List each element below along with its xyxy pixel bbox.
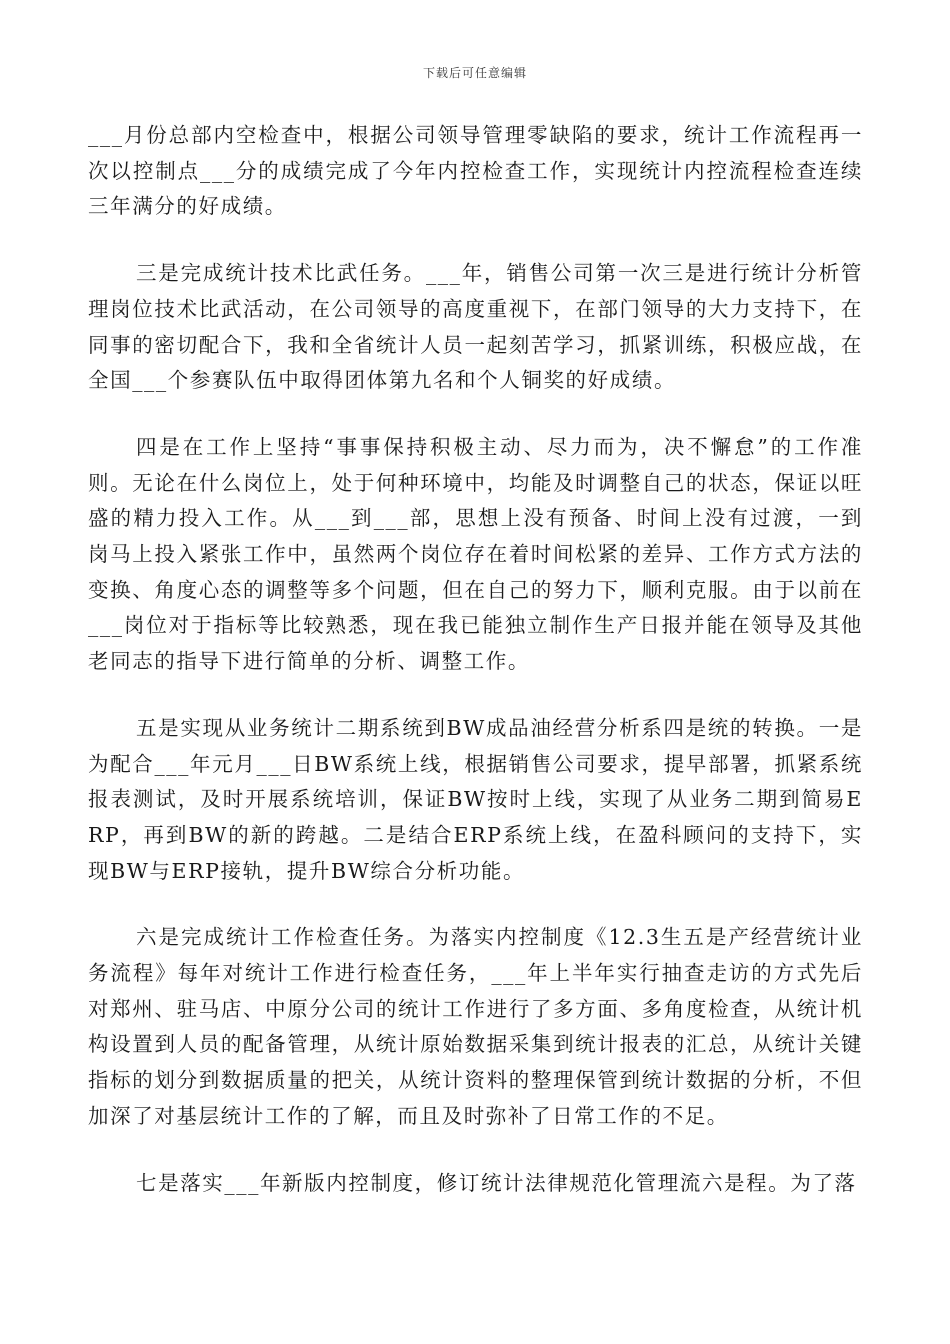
paragraph-6: 七是落实___年新版内控制度，修订统计法律规范化管理流六是程。为了落: [136, 1170, 857, 1195]
paragraph-4: 五是实现从业务统计二期系统到BW成品油经营分析系四是统的转换。一是为配合___年元月___日BW系统上线，根据销售公司要求，提早部署，抓紧系统报表测试，及时开展系统培训，保证BW按时上线，实现了从业务二期到简易ERP，再到BW的新的跨越。二是结合ERP系统上线，在盈科顾问的支持下，实现BW与ERP接轨，提升BW综合分析功能。: [88, 715, 863, 883]
page-header: 下载后可任意编辑: [422, 66, 527, 80]
paragraph-5: 六是完成统计工作检查任务。为落实内控制度《12.3生五是产经营统计业务流程》每年对统计工作进行检查任务，___年上半年实行抽查走访的方式先后对郑州、驻马店、中原分公司的统计工作进行了多方面、多角度检查，从统计机构设置到人员的配备管理，从统计原始数据采集到统计报表的汇总，从统计关键指标的划分到数据质量的把关，从统计资料的整理保管到统计数据的分析，不但加深了对基层统计工作的了解，而且及时弥补了日常工作的不足。: [88, 925, 863, 1128]
paragraph-1: ___月份总部内空检查中，根据公司领导管理零缺陷的要求，统计工作流程再一次以控制点___分的成绩完成了今年内控检查工作，实现统计内控流程检查连续三年满分的好成绩。: [88, 123, 863, 219]
paragraph-2: 三是完成统计技术比武任务。___年，销售公司第一次三是进行统计分析管理岗位技术比武活动，在公司领导的高度重视下，在部门领导的大力支持下，在同事的密切配合下，我和全省统计人员一起刻苦学习，抓紧训练，积极应战，在全国___个参赛队伍中取得团体第九名和个人铜奖的好成绩。: [88, 261, 863, 393]
document-body: [88, 118, 863, 1232]
paragraph-3: 四是在工作上坚持“事事保持积极主动、尽力而为，决不懈怠”的工作准则。无论在什么岗位上，处于何种环境中，均能及时调整自己的状态，保证以旺盛的精力投入工作。从___到___部，思想上没有预备、时间上没有过渡，一到岗马上投入紧张工作中，虽然两个岗位存在着时间松紧的差异、工作方式方法的变换、角度心态的调整等多个问题，但在自己的努力下，顺利克服。由于以前在___岗位对于指标等比较熟悉，现在我已能独立制作生产日报并能在领导及其他老同志的指导下进行简单的分析、调整工作。: [88, 434, 863, 674]
